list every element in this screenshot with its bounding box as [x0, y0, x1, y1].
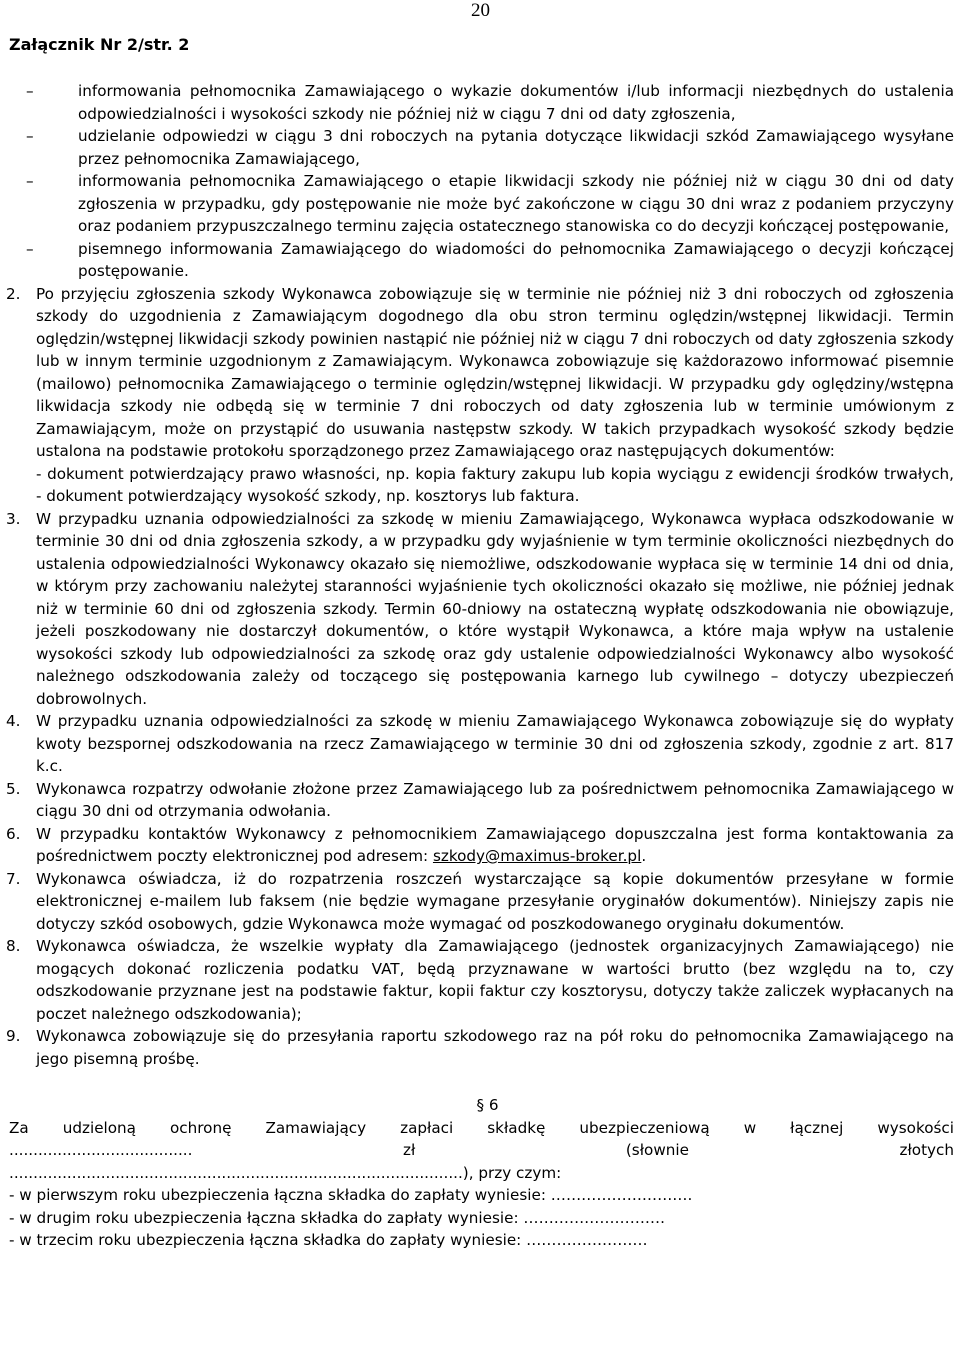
dash-marker: –: [26, 172, 34, 190]
item-text-end: .: [641, 847, 647, 865]
spacer: [0, 1070, 960, 1090]
currency-label: zł: [403, 1141, 416, 1159]
document-body: [0, 80, 960, 1252]
item-number: 6.: [6, 824, 21, 843]
dash-item: [0, 170, 960, 238]
numbered-item-7: [0, 868, 960, 936]
numbered-item-2: [0, 283, 960, 508]
item-number: 5.: [6, 779, 21, 798]
dash-item: [0, 125, 960, 170]
premium-statement: Za udzieloną ochronę Zamawiający zapłaci składkę ubezpieczeniową w łącznej wysokości: [9, 1118, 954, 1137]
dash-marker: –: [26, 82, 34, 100]
dash-item-text: udzielanie odpowiedzi w ciągu 3 dni roboczych na pytania dotyczące likwidacji szkód Zamawiającego wysyłane przez pełnomocnika Zamawiającego,: [78, 127, 954, 168]
dash-item-text: informowania pełnomocnika Zamawiającego o etapie likwidacji szkody nie później niż w ciągu 30 dni od daty zgłoszenia w przypadku, gdy postępowanie nie może być zakończone w ciągu 30 dni wraz z podaniem przyczyny oraz podaniem przypuszczalnego terminu zajęcia ostatecznego stanowiska co do decyzji kończącej postępowanie,: [78, 172, 954, 235]
item-number: 8.: [6, 937, 21, 955]
item-text: Wykonawca oświadcza, iż do rozpatrzenia roszczeń wystarczające są kopie dokumentów przesyłane w formie elektronicznej e-mailem lub faksem (nie będzie wymagane przesyłanie oryginałów dokumentów). Niniejszy zapis nie dotyczy szkód osobowych, gdzie Wykonawca może wymagać od poszkodowanego oryginału dokumentów.: [36, 869, 954, 933]
document-requirement-1: - dokument potwierdzający prawo własności, np. kopia faktury zakupu lub kopia wyciągu z ewidencji środków trwałych,: [36, 464, 954, 483]
item-text: W przypadku uznania odpowiedzialności za szkodę w mieniu Zamawiającego Wykonawca zobowiązuje się do wypłaty kwoty bezspornej odszkodowania na rzecz Zamawiającego w terminie 30 dni od zgłoszenia szkody, zgodnie z art. 817 k.c.: [36, 712, 954, 775]
item-text: Wykonawca zobowiązuje się do przesyłania raportu szkodowego raz na pół roku do pełnomocnika Zamawiającego na jego pisemną prośbę.: [36, 1027, 954, 1068]
premium-section: [0, 1117, 960, 1252]
item-text: Wykonawca rozpatrzy odwołanie złożone przez Zamawiającego lub za pośrednictwem pełnomocnika Zamawiającego w ciągu 30 dni od otrzymania odwołania.: [36, 779, 954, 820]
document-requirement-2: - dokument potwierdzający wysokość szkody, np. kosztorys lub faktura.: [36, 487, 580, 505]
premium-year-1: - w pierwszym roku ubezpieczenia łączna składka do zapłaty wyniesie: ……………………….: [9, 1186, 693, 1204]
item-text: W przypadku uznania odpowiedzialności za szkodę w mieniu Zamawiającego, Wykonawca wypłaca odszkodowanie w terminie 30 dni od dnia zgłoszenia szkody, a w przypadku gdy wyjaśnienie w tym terminie okoliczności niezbędnych do ustalenia odpowiedzialności Wykonawcy okazało się niemożliwe, odszkodowanie wypłaca się w terminie 14 dni od dnia, w którym przy zachowaniu należytej staranności wyjaśnienie tych okoliczności okazało się możliwe, nie później jednak niż w terminie 60 dni od zgłoszenia szkody. Termin 60-dniowy na ostateczną wypłatę odszkodowania nie obowiązuje, jeżeli poszkodowany nie dostarczył dokumentów, o które wystąpił Wykonawca, a które maja wpływ na ustalenie wysokości szkody lub odpowiedzialności za szkodę oraz gdy ustalenie odpowiedzialności Wykonawcy albo wysokość należnego odszkodowania zależy od toczącego się postępowania karnego lub cywilnego – dotyczy ubezpieczeń dobrowolnych.: [36, 509, 954, 708]
item-number: 3.: [6, 509, 21, 528]
dash-item-text: pisemnego informowania Zamawiającego do wiadomości do pełnomocnika Zamawiającego o decyzji kończącej postępowanie.: [78, 239, 954, 280]
numbered-item-6: [0, 823, 960, 868]
item-number: 4.: [6, 712, 21, 730]
numbered-item-4: [0, 710, 960, 778]
dash-item: [0, 80, 960, 125]
item-number: 9.: [6, 1027, 21, 1045]
premium-amount-line: [9, 1139, 954, 1162]
premium-year-2: - w drugim roku ubezpieczenia łączna składka do zapłaty wyniesie: ……………………….: [9, 1208, 665, 1227]
email-link[interactable]: szkody@maximus-broker.pl: [432, 847, 642, 865]
in-words-placeholder: ..............................................................................................), przy czym:: [9, 1163, 562, 1182]
item-number: 7.: [6, 869, 21, 888]
dash-item-text: informowania pełnomocnika Zamawiającego o wykazie dokumentów i/lub informacji niezbędnych do ustalenia odpowiedzialności i wysokości szkody nie później niż w ciągu 7 dni od daty zgłoszenia,: [78, 82, 954, 123]
zloty-label: złotych: [899, 1141, 954, 1159]
dash-item: [0, 238, 960, 283]
attachment-header: Załącznik Nr 2/str. 2: [9, 35, 190, 54]
item-number: 2.: [6, 284, 21, 303]
amount-placeholder: ......................................: [9, 1141, 193, 1159]
premium-year-3: - w trzecim roku ubezpieczenia łączna składka do zapłaty wyniesie: ……………………: [9, 1231, 648, 1249]
section-heading: § 6: [476, 1096, 499, 1114]
numbered-item-9: [0, 1025, 960, 1070]
numbered-item-5: [0, 778, 960, 823]
dash-marker: –: [26, 239, 34, 258]
in-words-label: (słownie: [625, 1141, 689, 1159]
page-number: 20: [471, 0, 490, 21]
dash-marker: –: [26, 127, 34, 145]
numbered-item-8: [0, 935, 960, 1025]
item-text: Po przyjęciu zgłoszenia szkody Wykonawca zobowiązuje się w terminie nie później niż 3 dni roboczych od zgłoszenia szkody do uzgodnienia z Zamawiającym dogodnego dla obu stron terminu oględzin/wstępnej likwidacji. Termin oględzin/wstępnej likwidacji szkody powinien nastąpić nie później niż w ciągu 7 dni roboczych od daty zgłoszenia szkody lub w innym terminie uzgodnionym z Zamawiającym. Wykonawca zobowiązuje się każdorazowo informować pisemnie (mailowo) pełnomocnika Zamawiającego o terminie oględzin/wstępnej likwidacji. W przypadku gdy oględziny/wstępna likwidacja szkody nie odbędą się w terminie 7 dni roboczych od daty zgłoszenia lub w terminie umówionym z Zamawiającym, może on przystąpić do usuwania następstw szkody. W takich przypadkach wysokość szkody będzie ustalona na podstawie protokołu sporządzonego przez Zamawiającego oraz następujących dokumentów:: [36, 284, 954, 460]
numbered-item-3: [0, 508, 960, 711]
item-text-lead: W przypadku kontaktów Wykonawcy z pełnomocnikiem Zamawiającego dopuszczalna jest forma kontaktowania za pośrednictwem poczty elektronicznej pod adresem:: [36, 824, 954, 865]
item-text: Wykonawca oświadcza, że wszelkie wypłaty dla Zamawiającego (jednostek organizacyjnych Zamawiającego) nie mogących dokonać rozliczenia podatku VAT, będą przyznawane w wartości brutto (bez względu na to, czy odszkodowanie przyznane jest na podstawie faktur, kopii faktur czy kosztorysu, dotyczy także zaliczek wypłacanych na poczet należnego odszkodowania);: [36, 937, 954, 1023]
item-text: [36, 823, 954, 868]
